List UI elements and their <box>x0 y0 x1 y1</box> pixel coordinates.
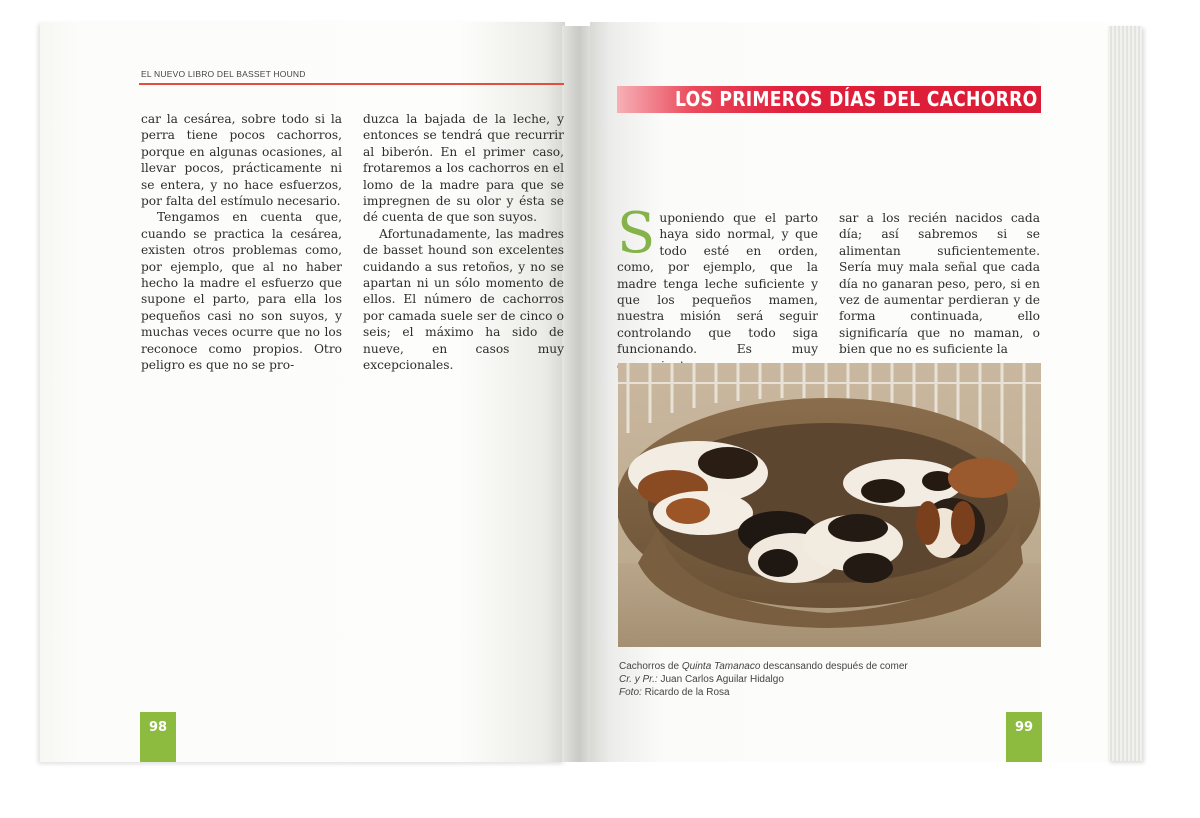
caption-line-2 <box>619 673 908 686</box>
caption-italic: Cr. y Pr.: <box>619 674 658 685</box>
left-column-2 <box>363 111 564 374</box>
left-column-1 <box>141 111 342 374</box>
page-edges <box>1108 26 1142 761</box>
chapter-title: LOS PRIMEROS DÍAS DEL CACHORRO <box>674 87 1037 111</box>
paragraph: car la cesárea, sobre todo si la perra tiene pocos cachorros, porque en algunas ocasiones, al llevar pocos, prácticamente ni se entera, y no hace esfuerzos, por falta del estímulo necesario. <box>141 112 342 209</box>
paragraph: Afortunadamente, las madres de basset hound son excelentes cuidando a sus retoños, y no se apartan ni un sólo momento de ellos. El número de cachorros por camada suele ser de cinco o seis; el máximo ha sido de nueve, en casos muy excepcionales. <box>363 226 564 373</box>
puppies-in-basket-image <box>618 363 1041 647</box>
chapter-title-bar <box>617 86 1041 113</box>
caption-text: Ricardo de la Rosa <box>641 687 730 698</box>
paragraph: Tengamos en cuenta que, cuando se practica la cesárea, existen otros problemas como, por ejemplo, que al no haber hecho la madre el esfuerzo que supone el parto, para ella los pequeños casi no son suyos, y muchas veces ocurre que no los reconoce como propios. Otro peligro es que no se pro- <box>141 210 342 373</box>
puppies-photo <box>618 363 1041 647</box>
caption-italic: Foto: <box>619 687 642 698</box>
caption-line-1 <box>619 660 908 673</box>
caption-text: descansando después de comer <box>760 661 908 672</box>
caption-text: Juan Carlos Aguilar Hidalgo <box>657 674 784 685</box>
page-number-right: 99 <box>1006 712 1042 762</box>
caption-line-3 <box>619 686 908 699</box>
running-head: EL NUEVO LIBRO DEL BASSET HOUND <box>141 69 306 79</box>
paragraph: uponiendo que el parto haya sido normal, y que todo esté en orden, como, por ejemplo, que la madre tenga leche suficiente y que los pequeños mamen, nuestra misión será seguir controlando que todo siga funcionando. Es muy <box>617 211 818 357</box>
page-number-left: 98 <box>140 712 176 762</box>
caption-text: Cachorros de <box>619 661 682 672</box>
paragraph: sar a los recién nacidos cada día; así sabremos si se alimentan suficientemente. Sería muy mala señal que cada día no ganaran peso, pero, si en vez de aumentar perdieran y de forma continuada, ello significaría que no maman, o bien que no es suficiente la <box>839 211 1040 357</box>
paragraph: duzca la bajada de la leche, y entonces se tendrá que recurrir al biberón. En el primer caso, frotaremos a los cachorros en el lomo de la madre para que se impregnen de su olor y ésta se dé cuenta de que son suyos. <box>363 112 564 225</box>
photo-caption <box>619 660 908 699</box>
right-column-1 <box>617 201 818 374</box>
drop-cap: S <box>617 201 656 266</box>
right-column-2 <box>839 210 1040 358</box>
caption-italic: Quinta Tamanaco <box>681 661 761 672</box>
running-head-rule <box>139 83 564 85</box>
